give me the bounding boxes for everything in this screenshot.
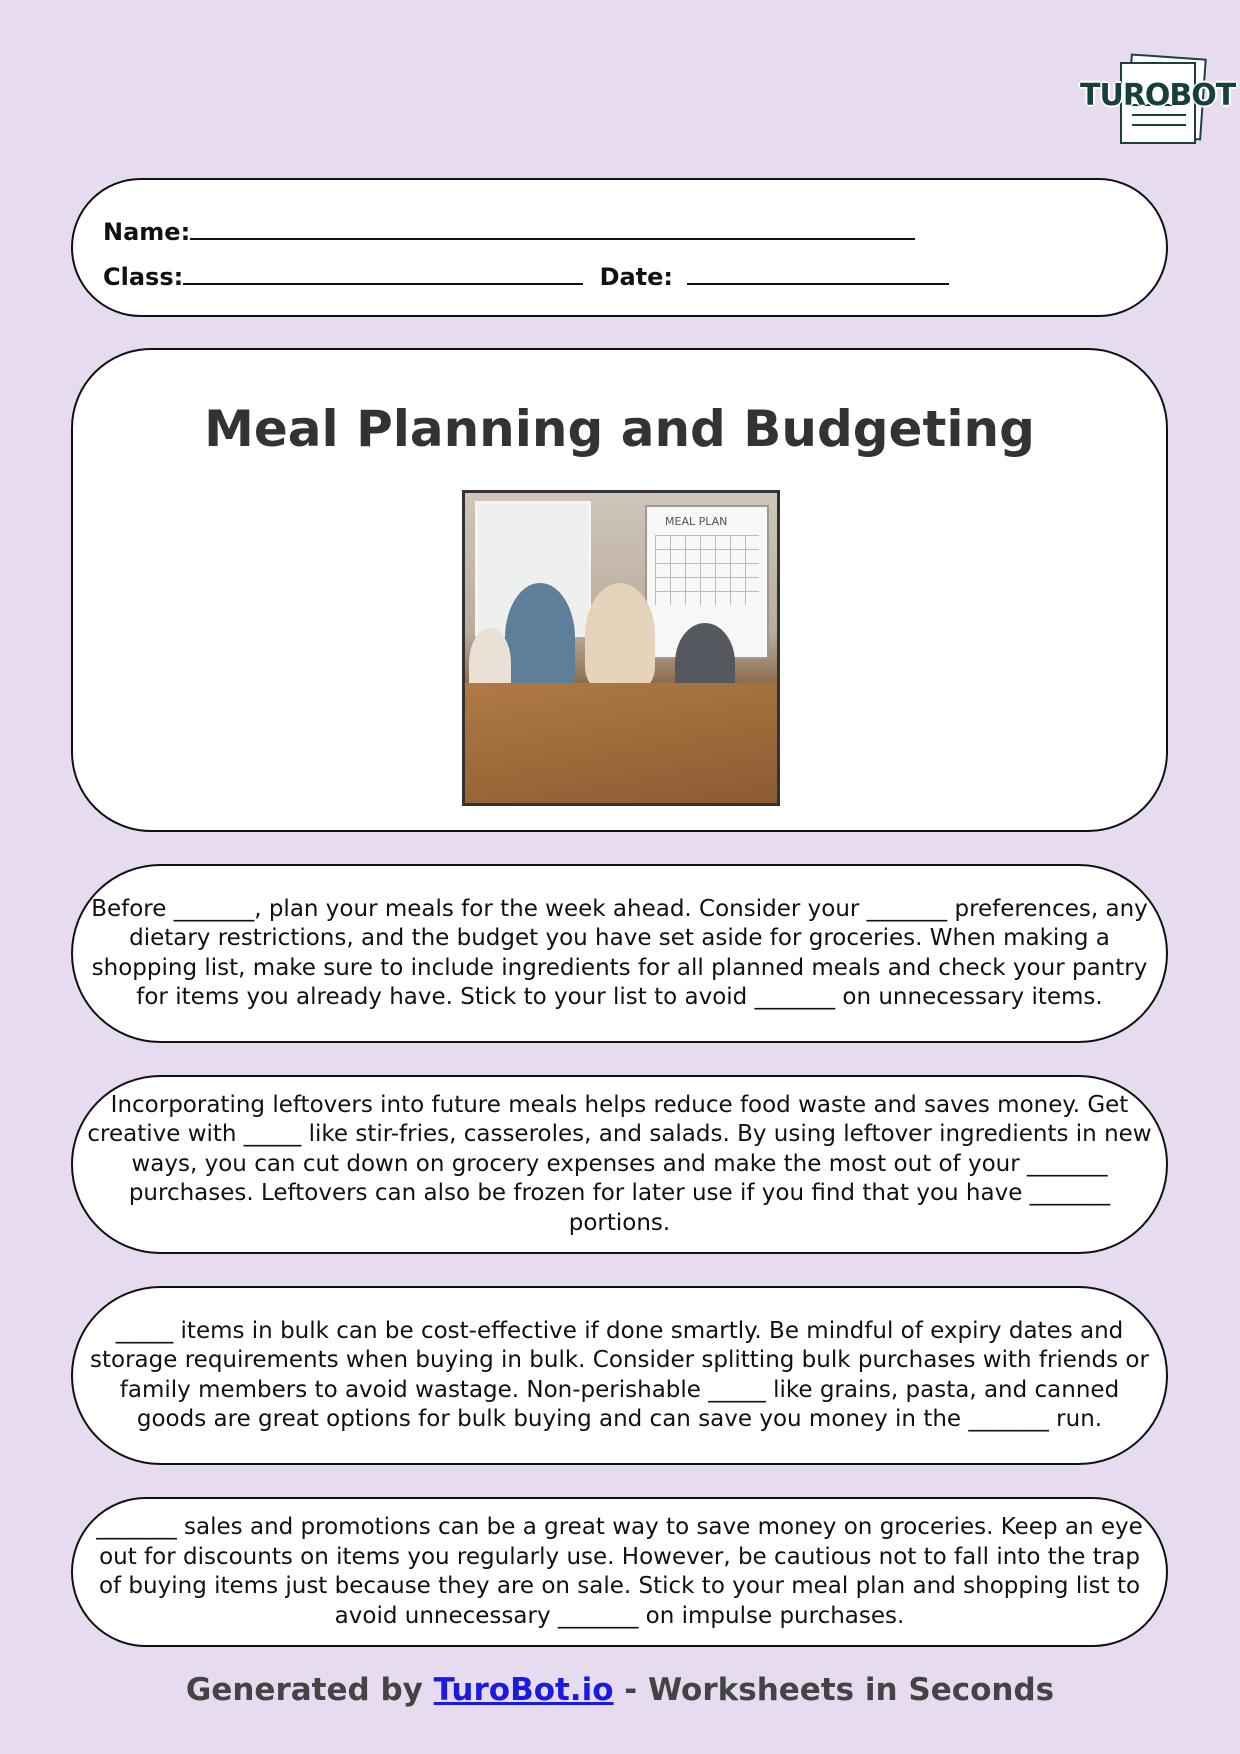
paragraph-card-2 [71, 1075, 1168, 1254]
class-date-row [103, 261, 949, 291]
turobot-logo [1080, 54, 1236, 142]
whiteboard-text: MEAL PLAN [665, 515, 728, 528]
name-field[interactable] [190, 216, 915, 240]
photo-father [505, 583, 575, 693]
logo-text: TUROBOT [1080, 78, 1236, 113]
footer-suffix: - Worksheets in Seconds [613, 1672, 1055, 1708]
paragraph-1: Before _______, plan your meals for the week ahead. Consider your _______ preferences, any dietary restrictions, and the budget you have set aside for groceries. When making a shopping list, make sure to include ingredients for all planned meals and check your pantry for items you already have. Stick to your list to avoid _______ on unnecessary items. [91, 895, 1148, 1010]
student-info-card [71, 178, 1168, 317]
turobot-link[interactable]: TuroBot.io [433, 1672, 614, 1708]
date-field[interactable] [687, 261, 949, 285]
name-row [103, 216, 915, 246]
paragraph-card-3 [71, 1286, 1168, 1465]
name-label: Name: [103, 218, 191, 246]
family-meal-planning-image [462, 490, 780, 806]
paragraph-card-1 [71, 864, 1168, 1043]
paragraph-2: Incorporating leftovers into future meals helps reduce food waste and saves money. Get creative with _____ like stir-fries, casseroles, and salads. By using leftover ingredients in new ways, you can cut down on grocery expenses and make the most out of your _______ purchases. Leftovers can also be frozen for later use if you find that you have _______ portions. [87, 1091, 1152, 1236]
photo-mother [585, 583, 655, 688]
class-label: Class: [103, 263, 184, 291]
worksheet-title: Meal Planning and Budgeting [204, 400, 1035, 458]
photo-table [465, 683, 780, 806]
date-label: Date: [599, 263, 674, 291]
paragraph-card-4 [71, 1497, 1168, 1647]
paragraph-3: _____ items in bulk can be cost-effective if done smartly. Be mindful of expiry dates and storage requirements when buying in bulk. Consider splitting bulk purchases with friends or family members to avoid wastage. Non-perishable _____ like grains, pasta, and canned goods are great options for bulk buying and can save you money in the _______ run. [90, 1317, 1149, 1432]
footer-prefix: Generated by [185, 1672, 434, 1708]
footer [0, 1672, 1240, 1708]
class-field[interactable] [183, 261, 583, 285]
title-card [71, 348, 1168, 832]
paragraph-4: _______ sales and promotions can be a great way to save money on groceries. Keep an eye out for discounts on items you regularly use. However, be cautious not to fall into the trap of buying items just because they are on sale. Stick to your meal plan and shopping list to avoid unnecessary _______ on impulse purchases. [96, 1514, 1143, 1629]
